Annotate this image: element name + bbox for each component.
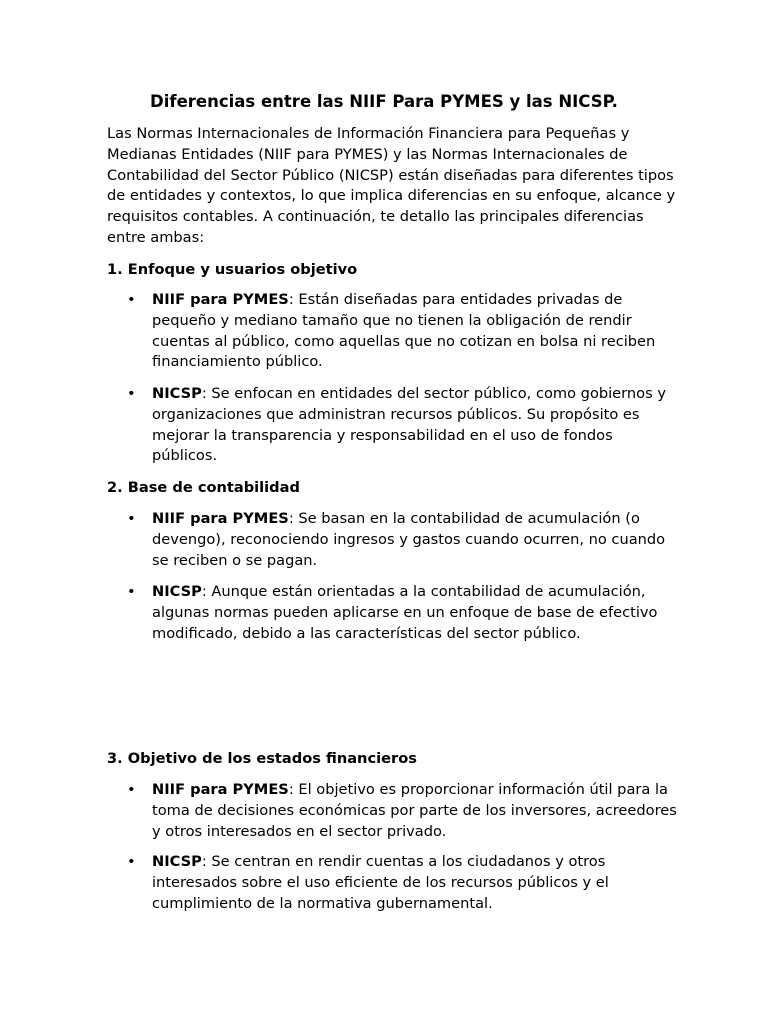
list-item-text [152,852,677,914]
list-item-text [152,384,677,467]
document-title: Diferencias entre las NIIF Para PYMES y las NICSP. [150,92,618,111]
list-item-description: : El objetivo es proporcionar información útil para la toma de decisiones económicas por parte de los inversores, acreedores y otros interesados en el sector privado. [152,781,677,840]
list-item-term: NIIF para PYMES [152,510,289,527]
list-item-term: NICSP [152,385,202,402]
list-item-description: : Están diseñadas para entidades privadas de pequeño y mediano tamaño que no tienen la obligación de rendir cuentas al público, como aquellas que no cotizan en bolsa ni reciben financiamiento público. [152,291,656,371]
list-item-text [152,780,677,842]
list-item-text [152,509,677,571]
list-item-description: : Aunque están orientadas a la contabilidad de acumulación, algunas normas pueden aplicarse en un enfoque de base de efectivo modificado, debido a las características del sector público. [152,583,658,642]
bullet-icon: • [127,291,136,308]
list-item-description: : Se basan en la contabilidad de acumulación (o devengo), reconociendo ingresos y gastos cuando ocurren, no cuando se reciben o se pagan. [152,510,666,569]
list-item-term: NICSP [152,583,202,600]
list-item-term: NICSP [152,853,202,870]
list-item-description: : Se centran en rendir cuentas a los ciudadanos y otros interesados sobre el uso eficiente de los recursos públicos y el cumplimiento de la normativa gubernamental. [152,853,609,912]
intro-paragraph: Las Normas Internacionales de Información Financiera para Pequeñas y Medianas Entidades (NIIF para PYMES) y las Normas Internacionales de Contabilidad del Sector Público (NICSP) están diseñadas para diferentes tipos de entidades y contextos, lo que implica diferencias en su enfoque, alcance y requisitos contables. A continuación, te detallo las principales diferencias entre ambas: [107,125,676,246]
section-heading-base: 2. Base de contabilidad [107,479,300,496]
bullet-icon: • [127,583,136,600]
list-item-description: : Se enfocan en entidades del sector público, como gobiernos y organizaciones que administran recursos públicos. Su propósito es mejorar la transparencia y responsabilidad en el uso de fondos públicos. [152,385,666,465]
list-item-term: NIIF para PYMES [152,291,289,308]
bullet-icon: • [127,781,136,798]
list-item-term: NIIF para PYMES [152,781,289,798]
list-item-text [152,582,677,644]
bullet-icon: • [127,385,136,402]
bullet-icon: • [127,853,136,870]
list-item-text [152,290,677,373]
bullet-icon: • [127,510,136,527]
section-heading-objetivo: 3. Objetivo de los estados financieros [107,750,417,767]
section-heading-enfoque: 1. Enfoque y usuarios objetivo [107,261,358,278]
